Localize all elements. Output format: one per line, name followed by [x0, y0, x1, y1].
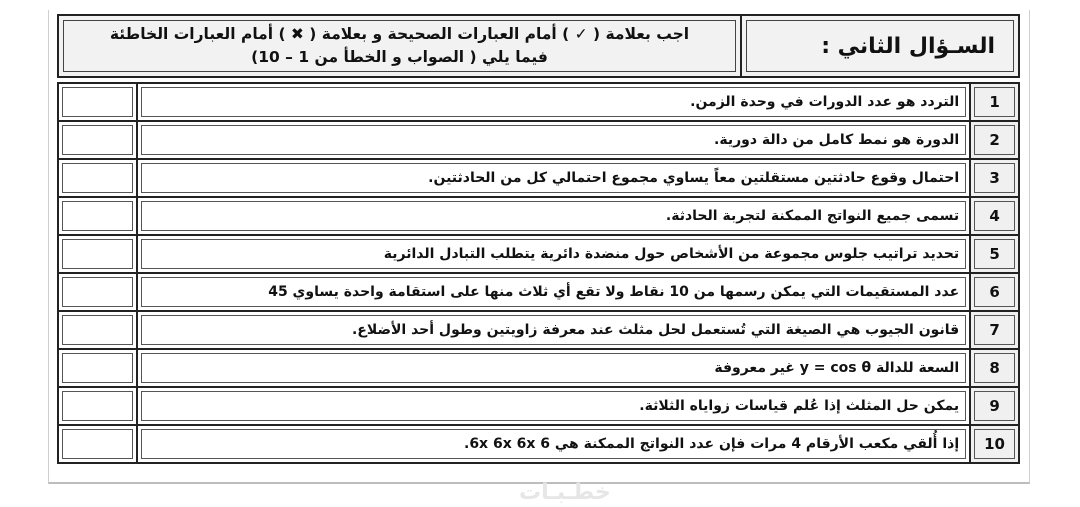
row-number-cell	[970, 235, 1019, 273]
row-number: 1	[974, 87, 1015, 117]
table-row	[58, 121, 1019, 159]
answer-box[interactable]	[62, 429, 133, 459]
statement-cell	[137, 425, 970, 463]
statement-text: يمكن حل المثلث إذا عُلم قياسات زواياه الثلاثة.	[141, 391, 966, 421]
statement-text: إذا أُلقي مكعب الأرقام 4 مرات فإن عدد النواتج الممكنة هي 6x 6x 6x 6.	[141, 429, 966, 459]
answer-cell[interactable]	[58, 197, 137, 235]
table-row	[58, 387, 1019, 425]
statement-text: التردد هو عدد الدورات في وحدة الزمن.	[141, 87, 966, 117]
instructions-box	[59, 16, 740, 76]
answer-cell[interactable]	[58, 83, 137, 121]
statement-text: تسمى جميع النواتج الممكنة لتجربة الحادثة.	[141, 201, 966, 231]
statement-cell	[137, 273, 970, 311]
statement-text: تحديد تراتيب جلوس مجموعة من الأشخاص حول منضدة دائرية يتطلب التبادل الدائرية	[141, 239, 966, 269]
question-header	[57, 14, 1020, 78]
table-row	[58, 83, 1019, 121]
watermark: خطـبـات	[519, 480, 611, 505]
answer-cell[interactable]	[58, 387, 137, 425]
answer-box[interactable]	[62, 391, 133, 421]
row-number: 9	[974, 391, 1015, 421]
row-number-cell	[970, 197, 1019, 235]
answer-box[interactable]	[62, 163, 133, 193]
statement-cell	[137, 311, 970, 349]
table-row	[58, 311, 1019, 349]
question-title: السـؤال الثاني :	[821, 33, 995, 59]
answer-cell[interactable]	[58, 273, 137, 311]
row-number-cell	[970, 273, 1019, 311]
row-number: 3	[974, 163, 1015, 193]
table-row	[58, 273, 1019, 311]
answer-box[interactable]	[62, 353, 133, 383]
row-number-cell	[970, 121, 1019, 159]
answer-box[interactable]	[62, 87, 133, 117]
answer-box[interactable]	[62, 239, 133, 269]
answer-cell[interactable]	[58, 235, 137, 273]
row-number: 6	[974, 277, 1015, 307]
answer-cell[interactable]	[58, 349, 137, 387]
row-number-cell	[970, 311, 1019, 349]
table-row	[58, 425, 1019, 463]
row-number-cell	[970, 349, 1019, 387]
statement-text: الدورة هو نمط كامل من دالة دورية.	[141, 125, 966, 155]
statement-cell	[137, 235, 970, 273]
answer-cell[interactable]	[58, 121, 137, 159]
answer-box[interactable]	[62, 315, 133, 345]
row-number: 7	[974, 315, 1015, 345]
row-number: 8	[974, 353, 1015, 383]
statement-text: السعة للدالة y = cos θ غير معروفة	[141, 353, 966, 383]
statement-cell	[137, 121, 970, 159]
row-number-cell	[970, 159, 1019, 197]
statement-cell	[137, 387, 970, 425]
statement-cell	[137, 159, 970, 197]
question-title-box	[740, 16, 1018, 76]
statement-cell	[137, 349, 970, 387]
answer-cell[interactable]	[58, 425, 137, 463]
table-row	[58, 349, 1019, 387]
row-number: 2	[974, 125, 1015, 155]
table-row	[58, 235, 1019, 273]
answer-box[interactable]	[62, 277, 133, 307]
statement-text: عدد المستقيمات التي يمكن رسمها من 10 نقاط ولا تقع أي ثلاث منها على استقامة واحدة يساوي 45	[141, 277, 966, 307]
statement-text: احتمال وقوع حادثتين مستقلتين معاً يساوي مجموع احتمالي كل من الحادثتين.	[141, 163, 966, 193]
instruction-line-2: فيما يلي ( الصواب و الخطأ من 1 – 10)	[251, 48, 548, 66]
row-number-cell	[970, 425, 1019, 463]
row-number-cell	[970, 83, 1019, 121]
row-number: 4	[974, 201, 1015, 231]
worksheet	[48, 10, 1030, 505]
statement-text: قانون الجيوب هي الصيغة التي تُستعمل لحل مثلث عند معرفة زاويتين وطول أحد الأضلاع.	[141, 315, 966, 345]
instruction-line-1: اجب بعلامة ( ✓ ) أمام العبارات الصحيحة و بعلامة ( ✖ ) أمام العبارات الخاطئة	[109, 25, 690, 43]
answer-cell[interactable]	[58, 311, 137, 349]
table-row	[58, 197, 1019, 235]
row-number: 10	[974, 429, 1015, 459]
answer-box[interactable]	[62, 125, 133, 155]
row-number-cell	[970, 387, 1019, 425]
true-false-table	[57, 82, 1020, 464]
row-number: 5	[974, 239, 1015, 269]
answer-box[interactable]	[62, 201, 133, 231]
statement-cell	[137, 197, 970, 235]
statement-cell	[137, 83, 970, 121]
answer-cell[interactable]	[58, 159, 137, 197]
table-row	[58, 159, 1019, 197]
